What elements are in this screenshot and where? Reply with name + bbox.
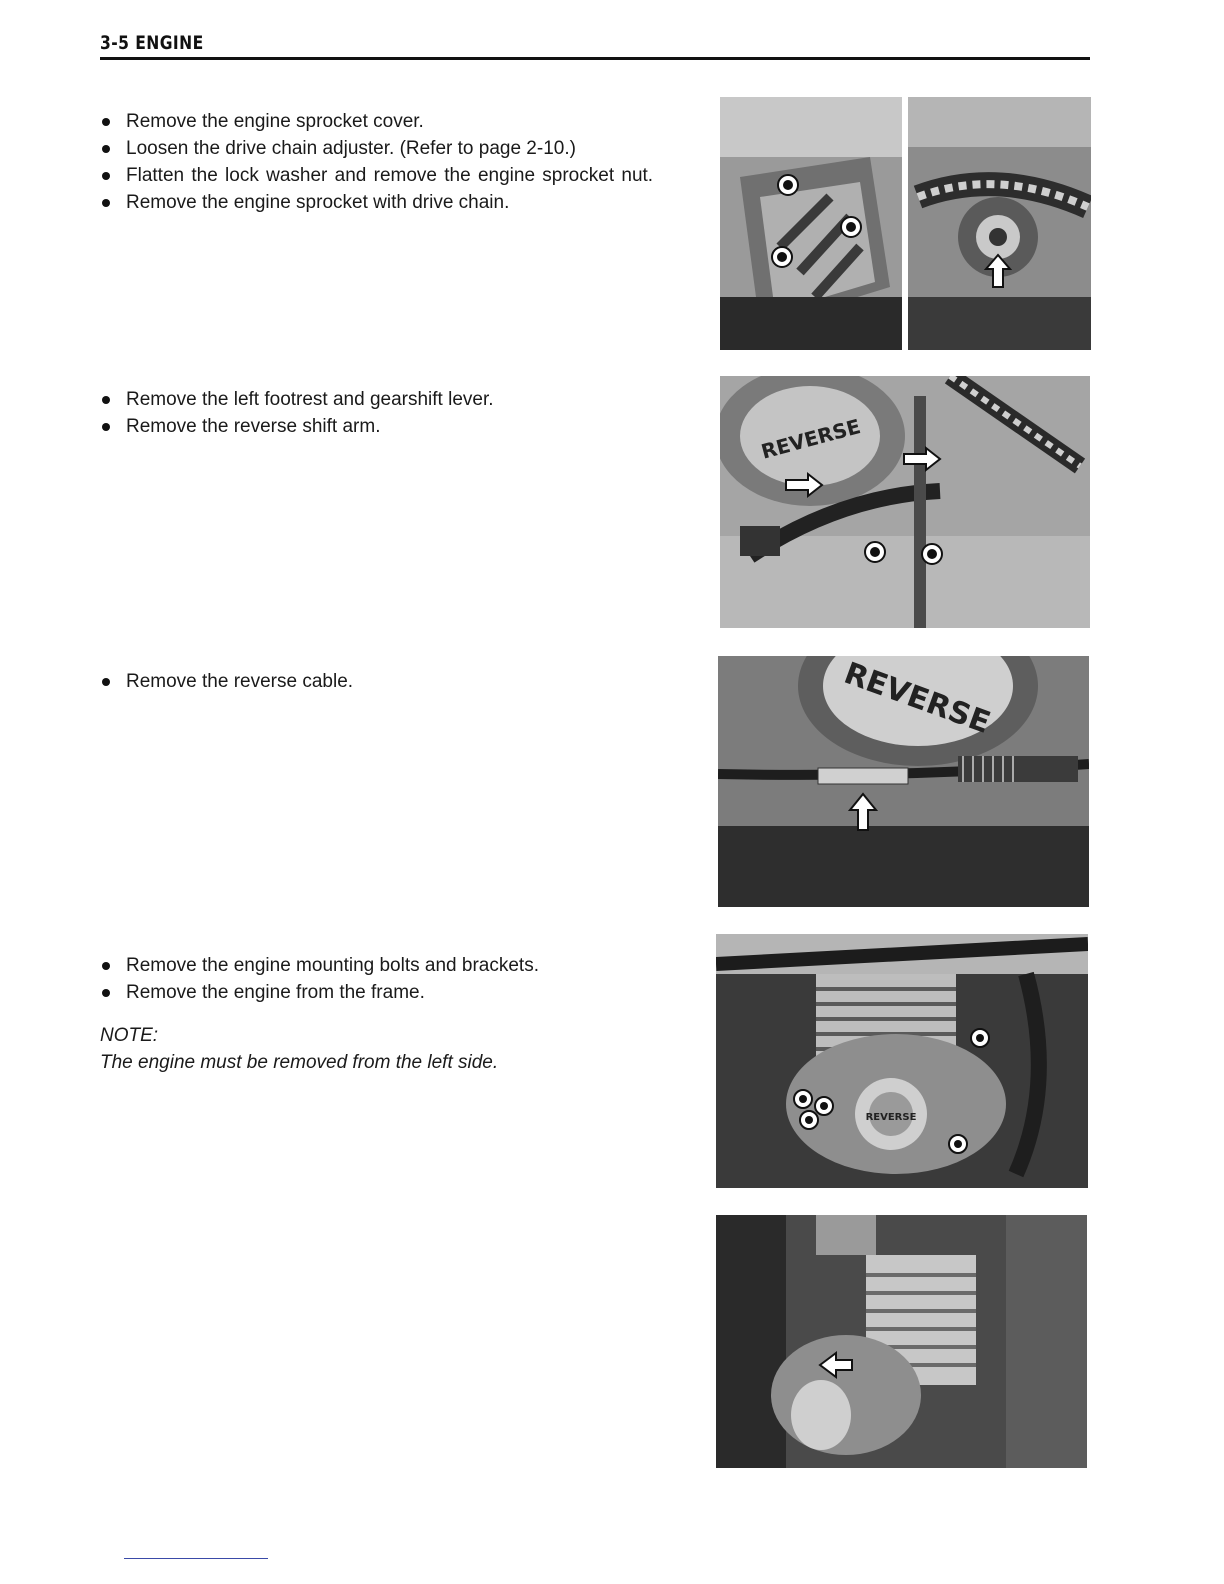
photo-reverse-cable: [718, 656, 1089, 907]
step-list: [100, 952, 690, 1006]
note-label: NOTE:: [100, 1025, 159, 1046]
step-item: Remove the engine sprocket with drive chain.: [100, 189, 690, 216]
photo-engine-removal: [716, 1215, 1087, 1468]
step-section-3: [100, 668, 690, 695]
step-section-4: [100, 952, 690, 1076]
photo-sprocket-cover: [720, 97, 902, 350]
reverse-cable-illustration: [718, 656, 1089, 907]
step-item: Flatten the lock washer and remove the engine sprocket nut.: [100, 162, 690, 189]
reverse-gear-cover-text: REVERSE: [839, 656, 995, 741]
reverse-gear-badge: REVERSE: [865, 1112, 917, 1123]
note-text: The engine must be removed from the left side.: [100, 1052, 499, 1073]
footer-rule: [124, 1558, 268, 1559]
step-item: Remove the reverse shift arm.: [100, 413, 690, 440]
step-item: Loosen the drive chain adjuster. (Refer to page 2-10.): [100, 135, 690, 162]
page-header: [100, 30, 1090, 60]
step-list: [100, 108, 690, 216]
step-item: Remove the reverse cable.: [100, 668, 690, 695]
sprocket-chain-illustration: [908, 97, 1091, 350]
footrest-gearshift-illustration: [720, 376, 1090, 628]
step-list: [100, 668, 690, 695]
page-title: 3-5 ENGINE: [100, 32, 204, 54]
step-list: [100, 386, 690, 440]
step-section-1: [100, 108, 690, 216]
step-item: Remove the engine mounting bolts and brackets.: [100, 952, 690, 979]
reverse-gear-cover-label: REVERSE: [758, 414, 863, 464]
photo-footrest-gearshift: [720, 376, 1090, 628]
step-item: Remove the left footrest and gearshift lever.: [100, 386, 690, 413]
step-item: Remove the engine sprocket cover.: [100, 108, 690, 135]
step-section-2: [100, 386, 690, 440]
engine-removal-illustration: [716, 1215, 1087, 1468]
photo-sprocket-chain: [908, 97, 1091, 350]
engine-mounting-illustration: [716, 934, 1088, 1188]
step-item: Remove the engine from the frame.: [100, 979, 690, 1006]
sprocket-cover-illustration: [720, 97, 902, 350]
photo-engine-mounting: [716, 934, 1088, 1188]
